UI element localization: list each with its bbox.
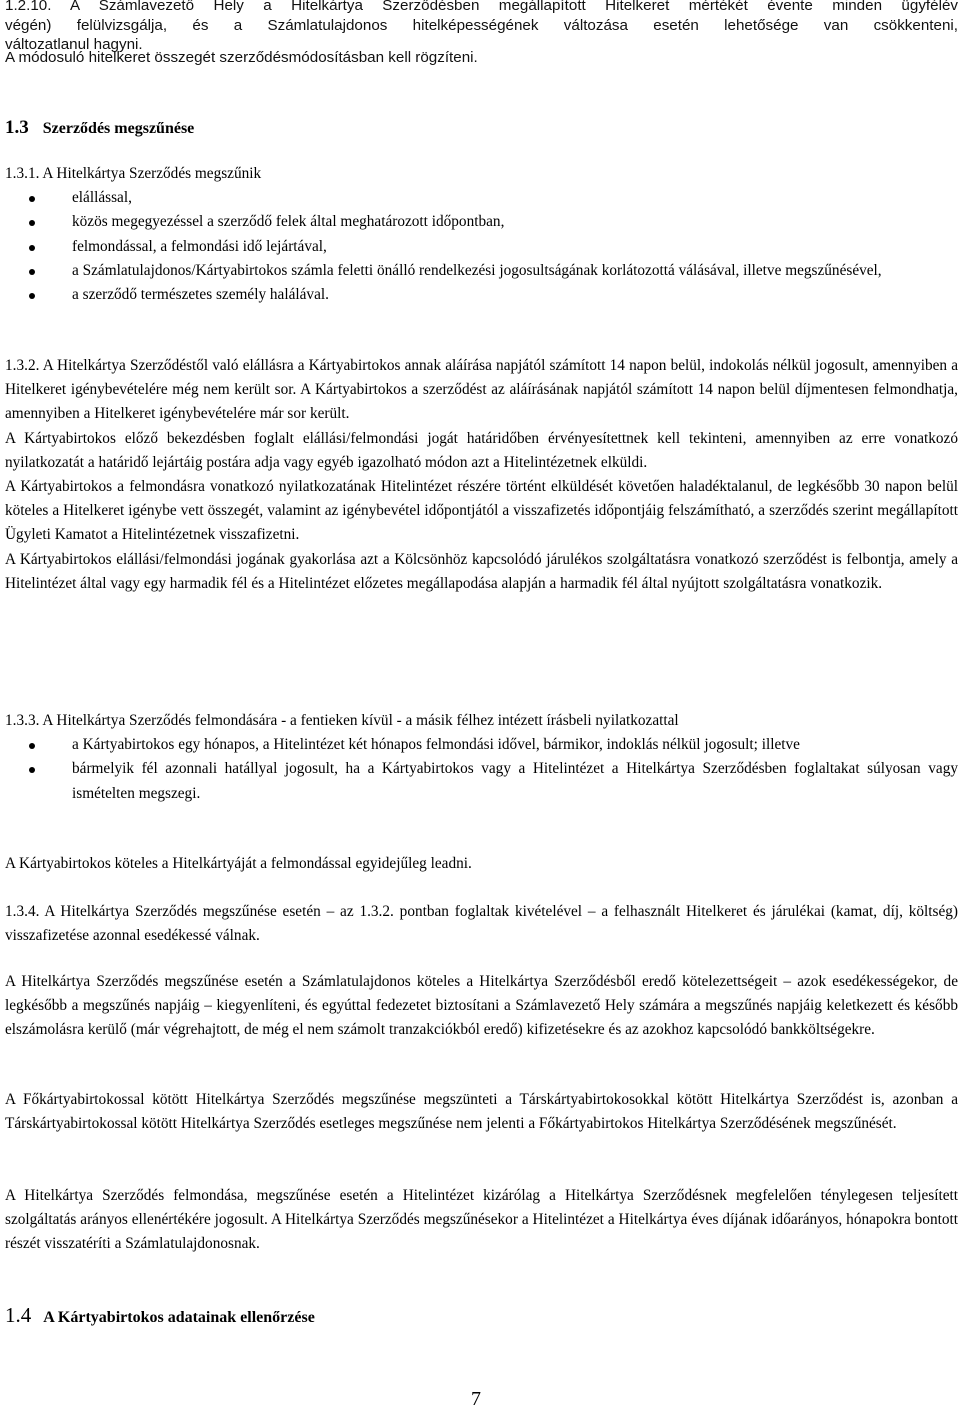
section-heading-1-4 [5,1304,958,1329]
intro-note: A módosuló hitelkeret összegét szerződésmódosításban kell rögzíteni. [5,49,478,66]
list-item: a szerződő természetes személy halálával. [5,283,958,307]
paragraph-1-3-1 [5,162,958,307]
section-heading-1-3 [5,118,958,139]
intro-paragraph [5,0,958,55]
list-item: a Számlatulajdonos/Kártyabirtokos számla feletti önálló rendelkezési jogosultságának korlátozottá válásával, illetve megszűnésével, [5,259,958,283]
section-title: A Kártyabirtokos adatainak ellenőrzése [43,1309,315,1326]
intro-line: 1.2.10. A Számlavezető Hely a Hitelkártya Szerződésben megállapított Hitelkeret mértékét évente minden ügyfélév [5,0,958,14]
list-item: bármelyik fél azonnali hatállyal jogosult, ha a Kártyabirtokos vagy a Hitelintézet a Hitelkártya Szerződésben foglaltakat súlyosan vagy ismételten megszegi. [5,757,958,805]
intro-line: változatlanul hagyni. [5,36,143,53]
paragraph-primary-cardholder: A Főkártyabirtokossal kötött Hitelkártya Szerződés megszűnése megszünteti a Társkártyabirtokosokkal kötött Hitelkártya Szerződést is, azonban a Társkártyabirtokossal kötött Hitelkártya Szerződés esetleges megszűnése nem jelenti a Főkártyabirtokos Hitelkártya Szerződésének megszűnését. [5,1091,958,1133]
list-item: felmondással, a felmondási idő lejártával, [5,235,958,259]
paragraph-obligations: A Hitelkártya Szerződés megszűnése esetén a Számlatulajdonos köteles a Hitelkártya Szerződésből eredő kötelezettségeit – azok esedékességekor, de legkésőbb a megszűnés napjáig – kiegyenlíteni, és egyúttal fedezetet biztosítani a Számlavezető Hely számára a megszűnés napjáig keletkezett és később elszámolásra kerülő (már végrehajtott, de még el nem számolt tranzakciókból eredő) kifizetésekre és az azokhoz kapcsolódó bankköltségekre. [5,973,958,1039]
list-item: közös megegyezéssel a szerződő felek által meghatározott időpontban, [5,210,958,234]
bullet-list [5,186,958,307]
paragraph: A Kártyabirtokos elállási/felmondási jogának gyakorlása azt a Kölcsönhöz kapcsolódó járulékos szolgáltatásra vonatkozó szerződést is felbontja, amely a Hitelintézet által vagy egy harmadik fél és a Hitelintézet előzetes megállapodása alapján a harmadik fél által nyújtott szolgáltatásra vonatkozik. [5,550,958,592]
paragraph-1-3-4: 1.3.4. A Hitelkártya Szerződés megszűnése esetén – az 1.3.2. pontban foglaltak kivételével – a felhasznált Hitelkeret és járulékai (kamat, díj, költség) visszafizetése azonnal esedékessé válnak. [5,903,958,945]
paragraph: A Kártyabirtokos előző bekezdésben foglalt elállási/felmondási jogát határidőben érvényesítettnek kell tekinteni, amennyiben az erre vonatkozó nyilatkozatát a határidő lejártáig postára adja vagy egyéb igazolható módon azt a Hitelintézetnek elküldi. [5,429,958,471]
paragraph-1-3-2 [5,354,958,596]
paragraph-termination-fee: A Hitelkártya Szerződés felmondása, megszűnése esetén a Hitelintézet kizárólag a Hitelkártya Szerződésnek megfelelően ténylegesen teljesített szolgáltatás arányos ellenértékére jogosult. A Hitelkártya Szerződés megszűnésekor a Hitelintézet a Hitelkártya éves díjának időarányos, hónapokra bontott részét visszatéríti a Számlatulajdonosnak. [5,1187,958,1253]
section-number: 1.3 [5,117,29,138]
paragraph-card-return: A Kártyabirtokos köteles a Hitelkártyáját a felmondással egyidejűleg leadni. [5,855,472,872]
bullet-list [5,733,958,806]
list-item: a Kártyabirtokos egy hónapos, a Hitelintézet két hónapos felmondási idővel, bármikor, indoklás nélkül jogosult; illetve [5,733,958,757]
paragraph-1-3-3 [5,709,958,806]
paragraph: A Kártyabirtokos a felmondásra vonatkozó nyilatkozatának Hitelintézet részére történt elküldését követően haladéktalanul, de legkésőbb 30 napon belül köteles a Hitelkeret igénybe vett összegét, valamint az igénybevétel időpontjától a visszafizetés időpontjáig felszámítható, a szerződés szerint megállapított Ügyleti Kamatot a Hitelintézetnek visszafizetni. [5,478,958,544]
section-title: Szerződés megszűnése [42,120,195,137]
page-number: 7 [471,1388,481,1410]
list-item: elállással, [5,186,958,210]
section-number: 1.4 [5,1303,32,1327]
paragraph: 1.3.2. A Hitelkártya Szerződéstől való elállásra a Kártyabirtokos annak aláírása napjától számított 14 napon belül, indokolás nélkül jogosult, amennyiben a Hitelkeret igénybevételére még nem került sor. A Kártyabirtokos a szerződést az aláírásának napjától számított 14 napon belül díjmentesen felmondhatja, amennyiben a Hitelkeret igénybevételére már sor került. [5,357,958,423]
paragraph-heading: 1.3.3. A Hitelkártya Szerződés felmondására - a fentieken kívül - a másik félhez intézett írásbeli nyilatkozattal [5,712,679,729]
paragraph-heading: 1.3.1. A Hitelkártya Szerződés megszűnik [5,165,262,182]
intro-line: végén) felülvizsgálja, és a Számlatulajdonos hitelképességének változása esetén lehetősége van csökkenteni, [5,16,958,34]
